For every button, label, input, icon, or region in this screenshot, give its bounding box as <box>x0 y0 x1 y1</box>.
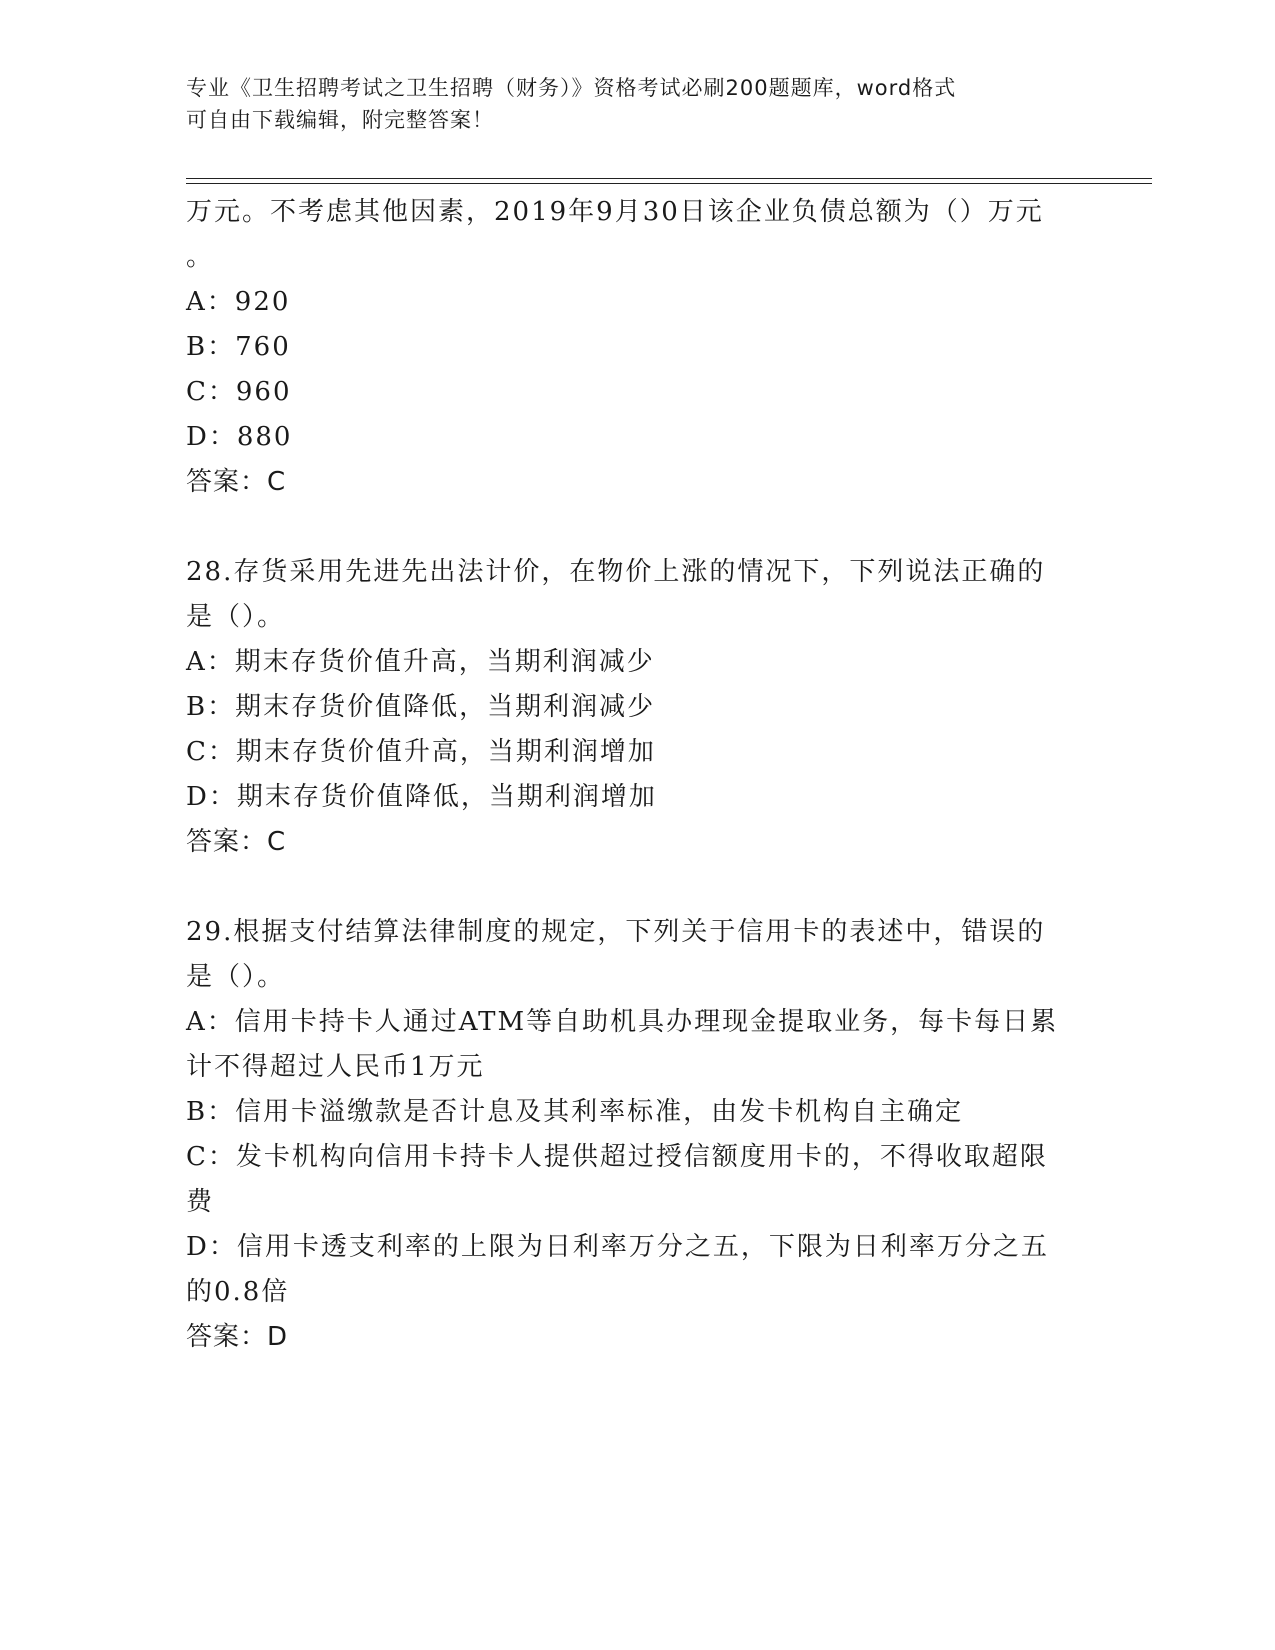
question-27 <box>186 190 1086 505</box>
question-spacer <box>186 865 1086 910</box>
answer-line: 答案：D <box>186 1322 289 1352</box>
answer-line: 答案：C <box>186 827 287 857</box>
header-divider-bottom <box>186 183 1152 184</box>
question-28 <box>186 550 1086 865</box>
option-a-continued: 计不得超过人民币1万元 <box>186 1052 485 1082</box>
question-stem: 29.根据支付结算法律制度的规定，下列关于信用卡的表述中，错误的 <box>186 917 1046 947</box>
option-d: D：期末存货价值降低，当期利润增加 <box>186 782 657 812</box>
option-a: A：信用卡持卡人通过ATM等自助机具办理现金提取业务，每卡每日累 <box>186 1007 1059 1037</box>
document-header <box>186 72 1066 136</box>
question-stem: 是（）。 <box>186 962 286 992</box>
option-c: C：期末存货价值升高，当期利润增加 <box>186 737 656 767</box>
header-title-line-1: 专业《卫生招聘考试之卫生招聘（财务）》资格考试必刷200题题库，word格式 <box>186 76 957 100</box>
question-stem: 万元。不考虑其他因素，2019年9月30日该企业负债总额为（）万元 <box>186 197 1044 227</box>
option-b: B：信用卡溢缴款是否计息及其利率标准，由发卡机构自主确定 <box>186 1097 964 1127</box>
option-a: A：期末存货价值升高，当期利润减少 <box>186 647 655 677</box>
header-title-line-2: 可自由下载编辑，附完整答案！ <box>186 108 494 132</box>
option-b: B：期末存货价值降低，当期利润减少 <box>186 692 656 722</box>
header-divider-top <box>186 178 1152 179</box>
answer-line: 答案：C <box>186 467 287 497</box>
option-d: D：880 <box>186 422 293 452</box>
question-stem: 。 <box>186 242 215 272</box>
question-29 <box>186 910 1086 1360</box>
question-spacer <box>186 505 1086 550</box>
option-b: B：760 <box>186 332 291 362</box>
option-c: C：960 <box>186 377 292 407</box>
option-d-continued: 的0.8倍 <box>186 1277 290 1307</box>
question-stem: 是（）。 <box>186 602 286 632</box>
question-stem: 28.存货采用先进先出法计价，在物价上涨的情况下，下列说法正确的 <box>186 557 1046 587</box>
option-a: A：920 <box>186 287 291 317</box>
option-d: D：信用卡透支利率的上限为日利率万分之五，下限为日利率万分之五 <box>186 1232 1049 1262</box>
option-c-continued: 费 <box>186 1187 215 1217</box>
question-list <box>186 190 1086 1360</box>
option-c: C：发卡机构向信用卡持卡人提供超过授信额度用卡的，不得收取超限 <box>186 1142 1048 1172</box>
